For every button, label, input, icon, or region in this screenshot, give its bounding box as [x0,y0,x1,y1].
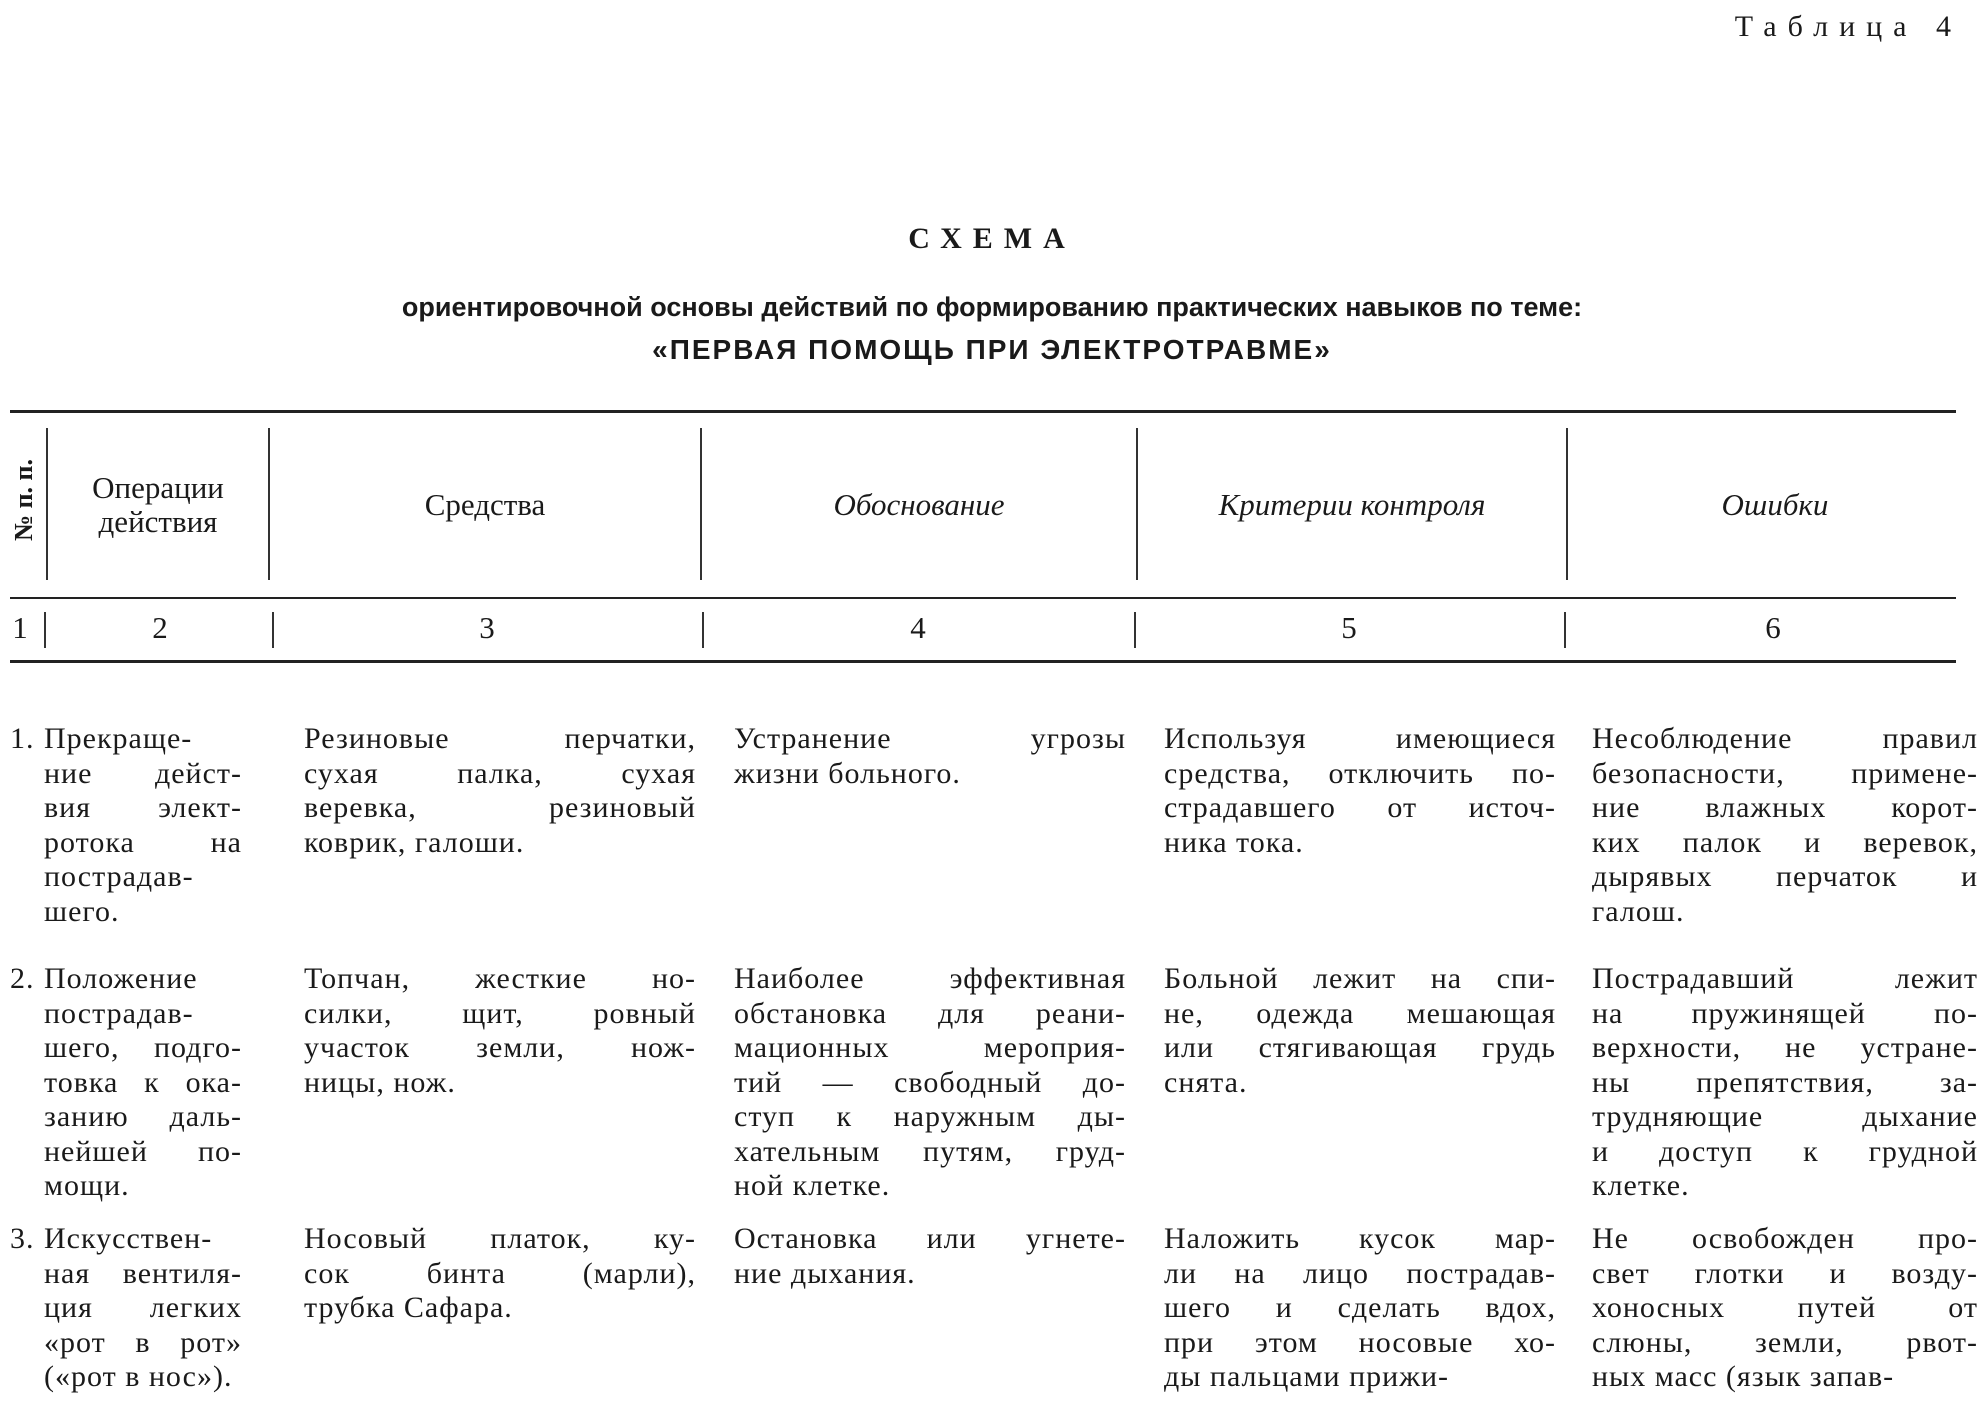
cell-line: Пострадавший лежит [1592,962,1978,995]
document-topic: «ПЕРВАЯ ПОМОЩЬ ПРИ ЭЛЕКТРОТРАВМЕ» [652,334,1332,365]
cell-line: Больной лежит на спи- [1164,962,1556,995]
cell-line: 2. Положение [10,962,198,995]
cell-line: при этом носовые хо- [1164,1325,1556,1359]
cell-line: пострадав- [44,860,194,893]
cell-line: ция легких [44,1291,242,1324]
cell-line: Топчан, жесткие но- [304,962,696,995]
means-cell [304,722,696,860]
errors-cell [1592,962,1978,1204]
errors-cell [1592,1222,1978,1395]
cell-line: 1. Прекраще- [10,722,193,755]
header-means: Средства [424,487,546,522]
cell-line: товка к ока- [44,1065,242,1099]
cell-line: не, одежда мешающая [1164,996,1556,1030]
cell-line: трубка Сафара. [304,1291,513,1324]
cell-line: пострадав- [44,996,194,1030]
cell-line: Наложить кусок мар- [1164,1222,1556,1255]
cell-line: свет глотки и возду- [1592,1256,1978,1290]
cell-line: ды пальцами прижи- [1164,1360,1449,1393]
table-label: Таблица 4 [1734,10,1962,43]
cell-line: слюны, земли, рвот- [1592,1325,1978,1359]
header-operations: Операции действия [92,470,224,539]
cell-line: нейшей по- [44,1134,242,1168]
cell-line: Несоблюдение правил [1592,722,1978,755]
cell-line: мощи. [44,1169,130,1202]
cell-line: занию даль- [44,1100,242,1133]
column-divider [700,428,702,580]
cell-line: ная вентиля- [44,1256,242,1290]
cell-line: средства, отключить по- [1164,756,1556,790]
cell-line: клетке. [1592,1169,1690,1202]
cell-line: Используя имеющиеся [1164,722,1556,755]
table-number-rule [10,660,1956,663]
cell-line: сок бинта (марли), [304,1256,696,1290]
cell-line: («рот в нос»). [44,1360,233,1393]
cell-line: Остановка или угнете- [734,1222,1126,1255]
cell-line: безопасности, примене- [1592,756,1978,790]
cell-line: Не освобожден про- [1592,1222,1978,1255]
header-errors: Ошибки [1721,487,1829,522]
cell-line: снята. [1164,1065,1248,1099]
cell-line: тий — свободный до- [734,1065,1126,1099]
cell-line: ны препятствия, за- [1592,1065,1978,1099]
cell-line: Носовый платок, ку- [304,1222,696,1255]
cell-line: жизни больного. [734,756,961,790]
cell-line: силки, щит, ровный [304,996,696,1030]
column-divider [268,428,270,580]
cell-line: веревка, резиновый [304,791,696,824]
cell-line: обстановка для реани- [734,996,1126,1030]
cell-line: трудняющие дыхание [1592,1100,1978,1133]
cell-line: ницы, нож. [304,1065,456,1099]
operation-cell [10,1222,242,1395]
cell-line: ника тока. [1164,825,1304,859]
row-number: 3. [10,1222,35,1255]
document-subtitle: ориентировочной основы действий по формированию практических навыков по теме: [401,292,1583,322]
cell-line: ние дейст- [44,756,242,790]
cell-line: шего. [44,894,120,928]
cell-line: ных масс (язык запав- [1592,1360,1895,1393]
column-number: 6 [1765,610,1781,645]
column-divider [44,612,46,648]
cell-line: ной клетке. [734,1169,891,1202]
cell-line: или стягивающая грудь [1164,1031,1556,1064]
cell-line: ли на лицо пострадав- [1164,1256,1556,1290]
cell-line: на пружинящей по- [1592,996,1978,1030]
table-top-rule [10,410,1956,413]
row-number: 1. [10,722,35,755]
errors-cell [1592,722,1978,929]
criteria-cell [1164,1222,1556,1395]
operation-cell [10,962,242,1204]
header-justification: Обоснование [833,487,1005,522]
column-divider [1136,428,1138,580]
cell-line: страдавшего от источ- [1164,791,1556,824]
means-cell [304,1222,696,1326]
row-number: 2. [10,962,35,995]
means-cell [304,962,696,1100]
cell-line: Устранение угрозы [734,722,1126,755]
cell-line: вия элект- [44,791,242,824]
column-number: 2 [152,610,168,645]
criteria-cell [1164,722,1556,860]
cell-line: сухая палка, сухая [304,756,696,790]
cell-line: шего, подго- [44,1031,242,1064]
cell-line: ротока на [44,825,242,859]
cell-line: хоносных путей от [1592,1291,1978,1324]
cell-line: хательным путям, груд- [734,1134,1126,1168]
column-number: 5 [1341,610,1357,645]
cell-line: 3. Искусствен- [10,1222,213,1255]
column-number: 4 [910,610,926,645]
cell-line: коврик, галоши. [304,825,525,859]
column-divider [1566,428,1568,580]
column-number: 3 [479,610,495,645]
column-number: 1 [12,610,28,645]
cell-line: галош. [1592,894,1685,928]
operation-cell [10,722,242,929]
cell-line: участок земли, нож- [304,1031,696,1064]
cell-line: Наиболее эффективная [734,962,1126,995]
justification-cell [734,1222,1126,1291]
cell-line: мационных мероприя- [734,1031,1126,1064]
cell-line: ние влажных корот- [1592,791,1978,824]
table-header-rule [10,597,1956,599]
cell-line: ких палок и веревок, [1592,825,1978,859]
cell-line: Резиновые перчатки, [304,722,696,755]
cell-line: и доступ к грудной [1592,1134,1978,1168]
document-title: СХЕМА [908,222,1076,255]
cell-line: ступ к наружным ды- [734,1100,1126,1133]
cell-line: ние дыхания. [734,1256,916,1290]
justification-cell [734,962,1126,1204]
cell-line: «рот в рот» [44,1325,242,1359]
cell-line: шего и сделать вдох, [1164,1291,1556,1324]
column-divider [46,428,48,580]
header-control-criteria: Критерии контроля [1218,487,1486,522]
cell-line: дырявых перчаток и [1592,860,1978,893]
justification-cell [734,722,1126,791]
criteria-cell [1164,962,1556,1100]
header-row-number: № п. п. [9,458,38,542]
cell-line: верхности, не устране- [1592,1031,1978,1064]
